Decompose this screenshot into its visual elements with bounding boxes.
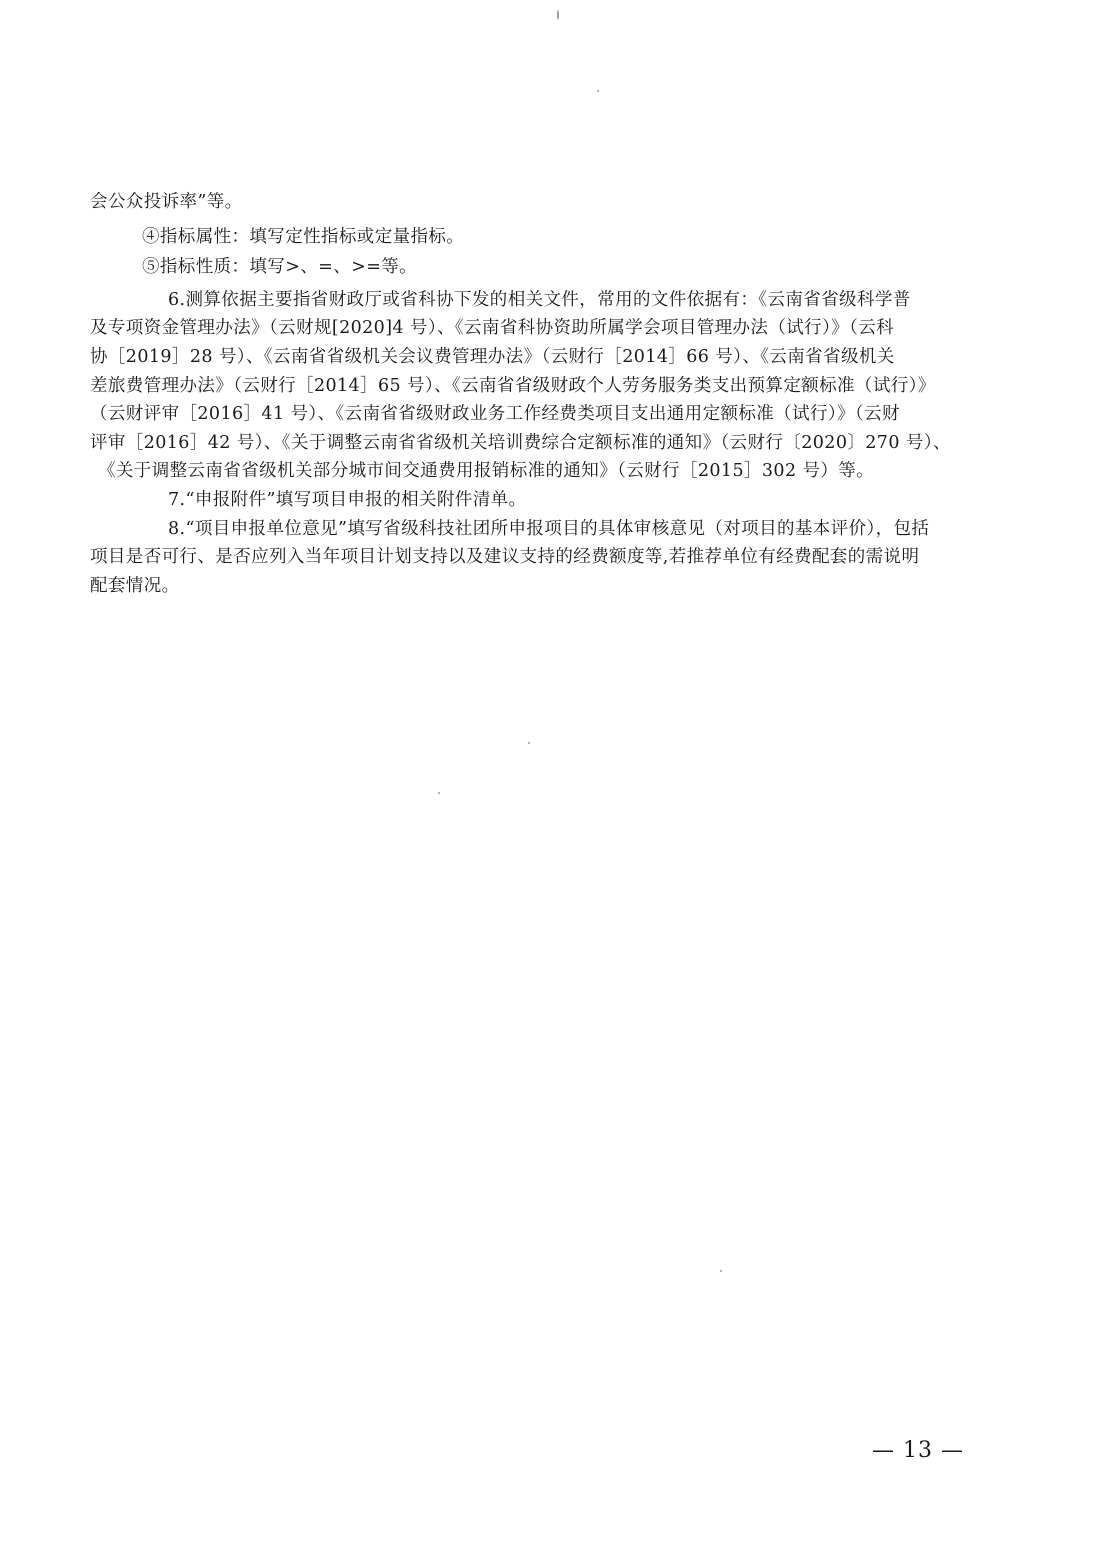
- text-line: 7.“申报附件”填写项目申报的相关附件清单。: [168, 489, 527, 510]
- text-line: 配套情况。: [90, 575, 180, 596]
- scan-speck: [720, 1270, 722, 1272]
- page-number: — 13 —: [872, 1438, 964, 1463]
- text-line: 会公众投诉率”等。: [90, 192, 243, 212]
- text-line: 项目是否可行、是否应列入当年项目计划支持以及建议支持的经费额度等,若推荐单位有经费配套的需说明: [90, 547, 920, 568]
- paragraph-continuation: [90, 188, 1024, 217]
- text-line: ⑤指标性质：填写>、=、>=等。: [142, 257, 418, 278]
- scan-speck: [438, 792, 440, 794]
- text-line: （云财评审［2016］41 号）、《云南省省级财政业务工作经费类项目支出通用定额标准（试行）》（云财: [90, 404, 900, 425]
- paragraph-unit-opinion: [90, 515, 1024, 601]
- scan-speck: [528, 742, 530, 744]
- paragraph-attachments: [90, 486, 1024, 515]
- paragraph-basis: [90, 286, 1024, 486]
- text-line: 6.测算依据主要指省财政厅或省科协下发的相关文件，常用的文件依据有：《云南省省级科学普: [168, 289, 911, 310]
- paragraph-indicator-attribute: [90, 223, 1024, 252]
- document-body: [90, 188, 1024, 600]
- text-line: ④指标属性：填写定性指标或定量指标。: [142, 226, 465, 247]
- text-line: 评审［2016］42 号）、《关于调整云南省省级机关培训费综合定额标准的通知》（云财行〔2020〕270 号）、: [90, 432, 951, 453]
- text-line: 协［2019］28 号）、《云南省省级机关会议费管理办法》（云财行［2014］66 号）、《云南省省级机关: [90, 346, 895, 367]
- text-line: 及专项资金管理办法》（云财规[2020]4 号）、《云南省科协资助所属学会项目管理办法（试行）》（云科: [90, 318, 895, 339]
- scan-speck: [557, 10, 559, 20]
- text-line: 8.“项目申报单位意见”填写省级科技社团所申报项目的具体审核意见（对项目的基本评价），包括: [168, 518, 930, 539]
- scan-speck: [597, 90, 599, 92]
- paragraph-indicator-nature: [90, 253, 1024, 282]
- text-line: 差旅费管理办法》（云财行［2014］65 号）、《云南省省级财政个人劳务服务类支出预算定额标准（试行）》: [90, 375, 936, 396]
- text-line: 《关于调整云南省省级机关部分城市间交通费用报销标准的通知》（云财行［2015］302 号）等。: [98, 461, 875, 482]
